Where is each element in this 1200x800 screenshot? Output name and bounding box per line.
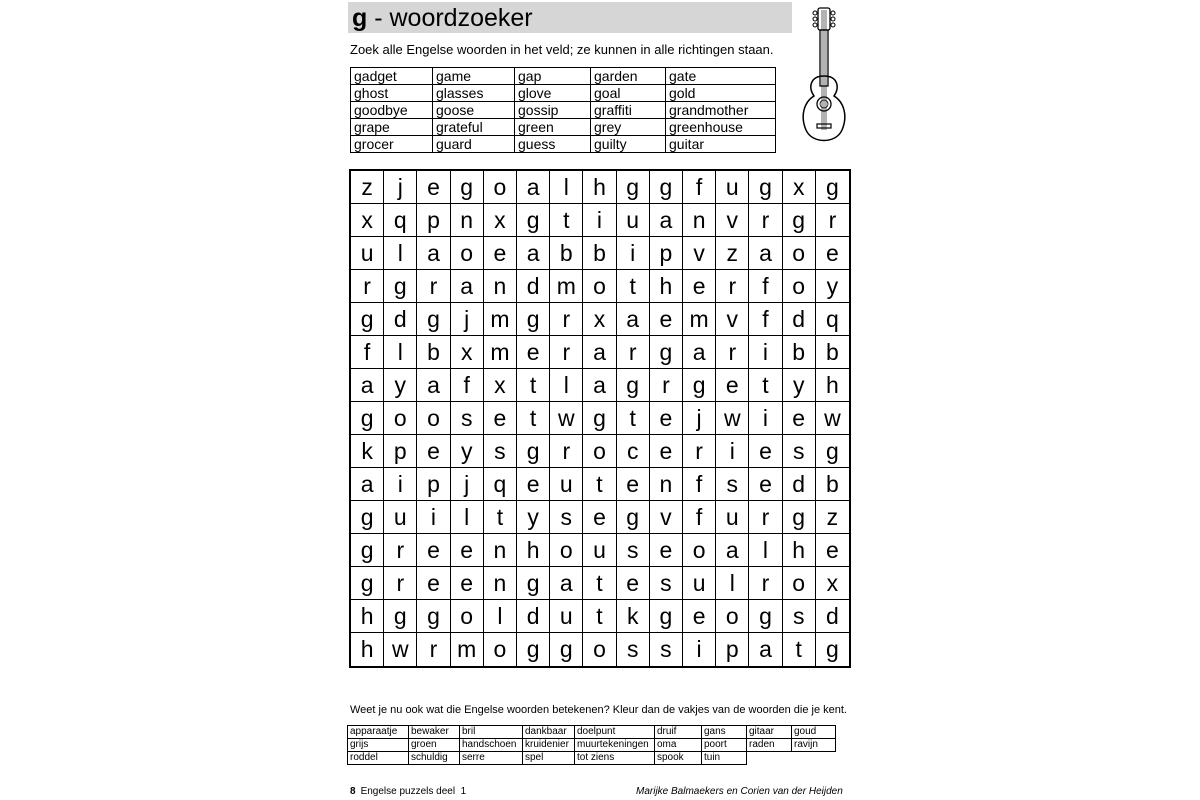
grid-cell[interactable]: o bbox=[550, 534, 583, 567]
meaning-cell: groen bbox=[409, 739, 460, 752]
grid-cell[interactable]: i bbox=[716, 435, 749, 468]
meaning-cell: spook bbox=[655, 752, 702, 765]
grid-cell[interactable]: o bbox=[451, 237, 484, 270]
meaning-cell: ravijn bbox=[792, 739, 836, 752]
grid-cell[interactable]: u bbox=[716, 501, 749, 534]
grid-cell[interactable]: z bbox=[716, 237, 749, 270]
word-list-cell: guess bbox=[515, 136, 591, 153]
grid-cell[interactable]: t bbox=[484, 501, 517, 534]
grid-cell[interactable]: y bbox=[816, 270, 849, 303]
grid-cell[interactable]: e bbox=[683, 270, 716, 303]
meaning-cell: apparaatje bbox=[348, 726, 409, 739]
grid-cell[interactable]: e bbox=[749, 468, 782, 501]
grid-cell[interactable]: t bbox=[583, 567, 616, 600]
grid-cell[interactable]: a bbox=[650, 204, 683, 237]
grid-cell[interactable]: r bbox=[384, 567, 417, 600]
grid-cell[interactable]: h bbox=[650, 270, 683, 303]
instructions: Zoek alle Engelse woorden in het veld; ze kunnen in alle richtingen staan. bbox=[350, 42, 774, 57]
grid-cell[interactable]: r bbox=[683, 435, 716, 468]
grid-cell[interactable]: g bbox=[451, 171, 484, 204]
grid-cell[interactable]: v bbox=[716, 204, 749, 237]
meaning-cell: druif bbox=[655, 726, 702, 739]
grid-cell[interactable]: g bbox=[517, 303, 550, 336]
grid-cell[interactable]: b bbox=[417, 336, 450, 369]
book-title: Engelse puzzels deel 1 bbox=[360, 786, 467, 797]
grid-cell[interactable]: e bbox=[451, 534, 484, 567]
grid-cell[interactable]: r bbox=[417, 633, 450, 666]
grid-cell[interactable]: f bbox=[683, 468, 716, 501]
grid-cell[interactable]: r bbox=[816, 204, 849, 237]
grid-cell[interactable]: e bbox=[617, 567, 650, 600]
grid-cell[interactable]: w bbox=[716, 402, 749, 435]
grid-cell[interactable]: x bbox=[451, 336, 484, 369]
grid-cell[interactable]: o bbox=[384, 402, 417, 435]
grid-cell[interactable]: o bbox=[583, 270, 616, 303]
grid-cell[interactable]: a bbox=[451, 270, 484, 303]
grid-cell[interactable]: r bbox=[749, 501, 782, 534]
grid-cell[interactable]: h bbox=[583, 171, 616, 204]
grid-cell[interactable]: e bbox=[484, 402, 517, 435]
grid-cell[interactable]: t bbox=[517, 369, 550, 402]
meaning-cell: spel bbox=[523, 752, 575, 765]
word-list-cell: greenhouse bbox=[666, 119, 776, 136]
grid-cell[interactable]: e bbox=[417, 435, 450, 468]
grid-cell[interactable]: g bbox=[351, 501, 384, 534]
grid-cell[interactable]: e bbox=[783, 402, 816, 435]
title-bar bbox=[348, 2, 792, 33]
title-letter: g bbox=[352, 4, 368, 32]
grid-cell[interactable]: d bbox=[517, 600, 550, 633]
guitar-icon bbox=[796, 4, 856, 150]
grid-cell[interactable]: r bbox=[351, 270, 384, 303]
meaning-cell: goud bbox=[792, 726, 836, 739]
grid-cell[interactable]: b bbox=[550, 237, 583, 270]
meaning-cell: kruidenier bbox=[523, 739, 575, 752]
grid-cell[interactable]: g bbox=[417, 303, 450, 336]
grid-cell[interactable]: g bbox=[617, 369, 650, 402]
word-list-cell: guitar bbox=[666, 136, 776, 153]
meaning-cell: bewaker bbox=[409, 726, 460, 739]
grid-cell[interactable]: r bbox=[550, 336, 583, 369]
grid-cell[interactable]: h bbox=[351, 600, 384, 633]
grid-cell[interactable]: u bbox=[683, 567, 716, 600]
word-list-cell: gap bbox=[515, 68, 591, 85]
grid-cell[interactable]: a bbox=[749, 633, 782, 666]
grid-cell[interactable]: i bbox=[583, 204, 616, 237]
grid-cell[interactable]: o bbox=[484, 171, 517, 204]
meanings-row bbox=[348, 739, 836, 752]
word-list-row bbox=[351, 85, 776, 102]
grid-cell[interactable]: b bbox=[583, 237, 616, 270]
grid-cell[interactable]: r bbox=[550, 303, 583, 336]
grid-cell[interactable]: e bbox=[716, 369, 749, 402]
grid-cell[interactable]: u bbox=[617, 204, 650, 237]
grid-cell[interactable]: h bbox=[816, 369, 849, 402]
grid-cell[interactable]: s bbox=[617, 633, 650, 666]
grid-cell[interactable]: x bbox=[583, 303, 616, 336]
word-list-cell: green bbox=[515, 119, 591, 136]
grid-cell[interactable]: r bbox=[384, 534, 417, 567]
grid-cell[interactable]: f bbox=[351, 336, 384, 369]
grid-cell[interactable]: a bbox=[583, 336, 616, 369]
grid-cell[interactable]: o bbox=[417, 402, 450, 435]
grid-cell[interactable]: h bbox=[351, 633, 384, 666]
grid-cell[interactable]: o bbox=[783, 237, 816, 270]
grid-cell[interactable]: j bbox=[384, 171, 417, 204]
grid-cell[interactable]: i bbox=[683, 633, 716, 666]
grid-cell[interactable]: z bbox=[816, 501, 849, 534]
word-list-cell: goal bbox=[591, 85, 666, 102]
grid-cell[interactable]: s bbox=[650, 633, 683, 666]
grid-cell[interactable]: b bbox=[816, 336, 849, 369]
grid-cell[interactable]: g bbox=[683, 369, 716, 402]
letter-grid bbox=[349, 169, 851, 668]
grid-cell[interactable]: q bbox=[384, 204, 417, 237]
grid-cell[interactable]: x bbox=[783, 171, 816, 204]
grid-cell[interactable]: x bbox=[351, 204, 384, 237]
meaning-cell: doelpunt bbox=[575, 726, 655, 739]
page-number: 8 bbox=[350, 786, 356, 797]
word-list-cell: grocer bbox=[351, 136, 433, 153]
empty-meaning-cell bbox=[792, 752, 836, 765]
grid-cell[interactable]: g bbox=[617, 501, 650, 534]
grid-cell[interactable]: e bbox=[583, 501, 616, 534]
meanings-table bbox=[347, 725, 836, 765]
grid-cell[interactable]: g bbox=[749, 171, 782, 204]
grid-cell[interactable]: s bbox=[783, 600, 816, 633]
word-list-row bbox=[351, 102, 776, 119]
grid-cell[interactable]: e bbox=[650, 534, 683, 567]
word-list-cell: guard bbox=[433, 136, 515, 153]
grid-cell[interactable]: i bbox=[617, 237, 650, 270]
grid-cell[interactable]: a bbox=[417, 369, 450, 402]
grid-cell[interactable]: i bbox=[384, 468, 417, 501]
meaning-cell: gans bbox=[702, 726, 747, 739]
grid-cell[interactable]: e bbox=[484, 237, 517, 270]
grid-cell[interactable]: n bbox=[683, 204, 716, 237]
grid-cell[interactable]: n bbox=[484, 567, 517, 600]
grid-cell[interactable]: g bbox=[650, 336, 683, 369]
meanings-row bbox=[348, 726, 836, 739]
meaning-cell: gitaar bbox=[747, 726, 792, 739]
grid-cell[interactable]: s bbox=[783, 435, 816, 468]
grid-cell[interactable]: h bbox=[783, 534, 816, 567]
grid-cell[interactable]: i bbox=[749, 336, 782, 369]
grid-cell[interactable]: p bbox=[417, 204, 450, 237]
grid-cell[interactable]: g bbox=[351, 567, 384, 600]
meaning-cell: tot ziens bbox=[575, 752, 655, 765]
word-list-cell: gossip bbox=[515, 102, 591, 119]
page-title bbox=[352, 3, 533, 33]
word-list-cell: graffiti bbox=[591, 102, 666, 119]
grid-cell[interactable]: a bbox=[517, 237, 550, 270]
grid-cell[interactable]: l bbox=[550, 171, 583, 204]
word-list-cell: gadget bbox=[351, 68, 433, 85]
grid-cell[interactable]: p bbox=[650, 237, 683, 270]
grid-cell[interactable]: k bbox=[351, 435, 384, 468]
word-list-cell: game bbox=[433, 68, 515, 85]
grid-cell[interactable]: h bbox=[517, 534, 550, 567]
grid-cell[interactable]: r bbox=[617, 336, 650, 369]
question-text: Weet je nu ook wat die Engelse woorden betekenen? Kleur dan de vakjes van de woorden die je kent. bbox=[350, 704, 847, 716]
meaning-cell: bril bbox=[460, 726, 523, 739]
grid-cell[interactable]: g bbox=[517, 567, 550, 600]
grid-cell[interactable]: g bbox=[749, 600, 782, 633]
grid-cell[interactable]: t bbox=[550, 204, 583, 237]
grid-cell[interactable]: e bbox=[683, 600, 716, 633]
grid-cell[interactable]: g bbox=[583, 402, 616, 435]
meaning-cell: dankbaar bbox=[523, 726, 575, 739]
grid-cell[interactable]: t bbox=[583, 600, 616, 633]
word-list-cell: grandmother bbox=[666, 102, 776, 119]
grid-cell[interactable]: w bbox=[384, 633, 417, 666]
grid-cell[interactable]: u bbox=[351, 237, 384, 270]
grid-cell[interactable]: e bbox=[650, 435, 683, 468]
grid-cell[interactable]: r bbox=[716, 336, 749, 369]
grid-cell[interactable]: j bbox=[683, 402, 716, 435]
meaning-cell: poort bbox=[702, 739, 747, 752]
grid-cell[interactable]: o bbox=[583, 435, 616, 468]
grid-cell[interactable]: o bbox=[783, 567, 816, 600]
grid-cell[interactable]: t bbox=[517, 402, 550, 435]
meaning-cell: muurtekeningen bbox=[575, 739, 655, 752]
grid-cell[interactable]: a bbox=[583, 369, 616, 402]
meaning-cell: serre bbox=[460, 752, 523, 765]
grid-cell[interactable]: g bbox=[351, 402, 384, 435]
grid-cell[interactable]: d bbox=[517, 270, 550, 303]
meanings-row bbox=[348, 752, 836, 765]
grid-cell[interactable]: r bbox=[417, 270, 450, 303]
title-rest: - woordzoeker bbox=[367, 4, 533, 32]
grid-cell[interactable]: s bbox=[617, 534, 650, 567]
grid-cell[interactable]: g bbox=[351, 534, 384, 567]
grid-cell[interactable]: g bbox=[826, 636, 839, 662]
word-list-row bbox=[351, 119, 776, 136]
grid-cell[interactable]: p bbox=[417, 468, 450, 501]
grid-cell[interactable]: u bbox=[384, 501, 417, 534]
grid-cell[interactable]: s bbox=[650, 567, 683, 600]
grid-cell[interactable]: a bbox=[517, 171, 550, 204]
grid-cell[interactable]: r bbox=[716, 270, 749, 303]
word-list-table bbox=[350, 67, 776, 153]
grid-cell[interactable]: x bbox=[816, 567, 849, 600]
grid-cell[interactable]: t bbox=[583, 468, 616, 501]
meaning-cell: roddel bbox=[348, 752, 409, 765]
grid-cell[interactable]: n bbox=[451, 204, 484, 237]
word-list-cell: goose bbox=[433, 102, 515, 119]
grid-cell[interactable]: m bbox=[451, 633, 484, 666]
grid-cell[interactable]: f bbox=[749, 270, 782, 303]
grid-cell[interactable]: u bbox=[550, 600, 583, 633]
word-list-cell: glove bbox=[515, 85, 591, 102]
empty-meaning-cell bbox=[747, 752, 792, 765]
grid-cell[interactable]: e bbox=[749, 435, 782, 468]
grid-cell[interactable]: t bbox=[749, 369, 782, 402]
grid-cell[interactable]: g bbox=[783, 204, 816, 237]
grid-cell[interactable]: v bbox=[716, 303, 749, 336]
grid-cell[interactable]: d bbox=[783, 468, 816, 501]
word-list-cell: ghost bbox=[351, 85, 433, 102]
grid-cell[interactable]: e bbox=[650, 402, 683, 435]
word-list-cell: grape bbox=[351, 119, 433, 136]
grid-cell[interactable]: k bbox=[617, 600, 650, 633]
grid-cell[interactable]: y bbox=[517, 501, 550, 534]
grid-cell[interactable]: l bbox=[716, 567, 749, 600]
grid-cell[interactable]: n bbox=[484, 534, 517, 567]
grid-cell[interactable]: a bbox=[351, 468, 384, 501]
grid-cell[interactable]: e bbox=[617, 468, 650, 501]
grid-cell[interactable]: d bbox=[783, 303, 816, 336]
grid-cell[interactable]: g bbox=[351, 303, 384, 336]
grid-cell[interactable]: e bbox=[650, 303, 683, 336]
grid-cell[interactable]: d bbox=[384, 303, 417, 336]
word-list-row bbox=[351, 68, 776, 85]
grid-cell[interactable]: l bbox=[451, 501, 484, 534]
grid-cell[interactable]: p bbox=[716, 633, 749, 666]
grid-cell[interactable]: m bbox=[484, 336, 517, 369]
word-list-cell: guilty bbox=[591, 136, 666, 153]
grid-cell[interactable]: s bbox=[550, 501, 583, 534]
grid-cell[interactable]: e bbox=[451, 567, 484, 600]
meaning-cell: schuldig bbox=[409, 752, 460, 765]
grid-cell[interactable]: x bbox=[484, 369, 517, 402]
grid-cell[interactable]: o bbox=[451, 600, 484, 633]
grid-cell[interactable]: a bbox=[716, 534, 749, 567]
word-list-cell: grateful bbox=[433, 119, 515, 136]
grid-cell[interactable]: g bbox=[417, 600, 450, 633]
grid-cell[interactable]: s bbox=[716, 468, 749, 501]
word-list-cell: goodbye bbox=[351, 102, 433, 119]
grid-cell[interactable]: e bbox=[417, 567, 450, 600]
word-list-cell: gate bbox=[666, 68, 776, 85]
grid-cell[interactable]: b bbox=[816, 468, 849, 501]
grid-cell[interactable]: o bbox=[583, 633, 616, 666]
grid-cell[interactable]: a bbox=[683, 336, 716, 369]
meaning-cell: tuin bbox=[702, 752, 747, 765]
word-list-row bbox=[351, 136, 776, 153]
grid-cell[interactable]: l bbox=[384, 336, 417, 369]
grid-cell[interactable]: b bbox=[783, 336, 816, 369]
grid-cell[interactable]: g bbox=[550, 633, 583, 666]
grid-cell[interactable]: v bbox=[650, 501, 683, 534]
meaning-cell: handschoen bbox=[460, 739, 523, 752]
grid-cell[interactable]: o bbox=[783, 270, 816, 303]
grid-cell[interactable]: g bbox=[650, 600, 683, 633]
grid-cell[interactable]: f bbox=[451, 369, 484, 402]
grid-cell[interactable]: m bbox=[484, 303, 517, 336]
meaning-cell: oma bbox=[655, 739, 702, 752]
grid-cell[interactable]: q bbox=[484, 468, 517, 501]
grid-cell[interactable]: a bbox=[550, 567, 583, 600]
grid-cell[interactable]: u bbox=[716, 171, 749, 204]
grid-cell[interactable]: g bbox=[816, 435, 849, 468]
meaning-cell: raden bbox=[747, 739, 792, 752]
grid-cell[interactable]: g bbox=[816, 171, 849, 204]
grid-cell[interactable]: r bbox=[749, 567, 782, 600]
grid-cell[interactable]: l bbox=[550, 369, 583, 402]
grid-cell[interactable]: a bbox=[617, 303, 650, 336]
grid-cell[interactable]: l bbox=[749, 534, 782, 567]
grid-cell[interactable]: i bbox=[417, 501, 450, 534]
word-list-cell: gold bbox=[666, 85, 776, 102]
grid-cell[interactable]: z bbox=[351, 171, 384, 204]
footer-authors: Marijke Balmaekers en Corien van der Heijden bbox=[636, 786, 843, 797]
word-list-cell: grey bbox=[591, 119, 666, 136]
grid-cell[interactable]: y bbox=[384, 369, 417, 402]
grid-cell[interactable]: e bbox=[816, 534, 849, 567]
grid-cell[interactable]: s bbox=[484, 435, 517, 468]
grid-cell[interactable]: a bbox=[749, 237, 782, 270]
grid-cell[interactable]: f bbox=[749, 303, 782, 336]
grid-cell[interactable]: o bbox=[716, 600, 749, 633]
grid-cell[interactable]: e bbox=[417, 171, 450, 204]
grid-cell[interactable]: u bbox=[583, 534, 616, 567]
grid-cell[interactable]: g bbox=[517, 633, 550, 666]
grid-cell[interactable]: t bbox=[617, 270, 650, 303]
grid-cell[interactable]: u bbox=[550, 468, 583, 501]
grid-cell[interactable]: y bbox=[451, 435, 484, 468]
word-list-cell: glasses bbox=[433, 85, 515, 102]
grid-cell[interactable]: t bbox=[617, 402, 650, 435]
grid-cell[interactable]: s bbox=[451, 402, 484, 435]
grid-cell[interactable]: i bbox=[749, 402, 782, 435]
grid-cell[interactable]: m bbox=[550, 270, 583, 303]
grid-cell[interactable]: c bbox=[617, 435, 650, 468]
grid-cell[interactable]: x bbox=[484, 204, 517, 237]
grid-cell[interactable]: l bbox=[384, 237, 417, 270]
grid-cell[interactable]: v bbox=[683, 237, 716, 270]
grid-cell[interactable]: g bbox=[517, 204, 550, 237]
footer-left bbox=[350, 786, 466, 798]
grid-cell[interactable]: q bbox=[816, 303, 849, 336]
grid-cell[interactable]: n bbox=[650, 468, 683, 501]
grid-cell[interactable]: r bbox=[550, 435, 583, 468]
grid-cell[interactable]: g bbox=[384, 600, 417, 633]
grid-cell[interactable]: j bbox=[451, 468, 484, 501]
grid-cell[interactable]: f bbox=[683, 171, 716, 204]
grid-cell[interactable]: g bbox=[783, 501, 816, 534]
grid-cell[interactable]: t bbox=[783, 633, 816, 666]
grid-cell[interactable]: p bbox=[384, 435, 417, 468]
grid-cell[interactable]: m bbox=[683, 303, 716, 336]
grid-cell[interactable]: r bbox=[749, 204, 782, 237]
grid-cell[interactable]: e bbox=[417, 534, 450, 567]
grid-cell[interactable]: w bbox=[816, 402, 849, 435]
grid-cell[interactable]: r bbox=[650, 369, 683, 402]
grid-cell[interactable]: f bbox=[683, 501, 716, 534]
grid-cell[interactable]: w bbox=[550, 402, 583, 435]
grid-cell[interactable]: e bbox=[517, 336, 550, 369]
grid-cell[interactable]: a bbox=[417, 237, 450, 270]
grid-cell[interactable]: g bbox=[650, 171, 683, 204]
grid-cell[interactable]: y bbox=[783, 369, 816, 402]
grid-cell[interactable]: a bbox=[351, 369, 384, 402]
grid-cell[interactable]: g bbox=[384, 270, 417, 303]
grid-cell[interactable]: g bbox=[517, 435, 550, 468]
grid-cell[interactable]: e bbox=[517, 468, 550, 501]
meaning-cell: grijs bbox=[348, 739, 409, 752]
grid-cell[interactable]: e bbox=[816, 237, 849, 270]
word-list-cell: garden bbox=[591, 68, 666, 85]
grid-cell[interactable]: o bbox=[484, 633, 517, 666]
grid-cell[interactable]: j bbox=[451, 303, 484, 336]
grid-cell[interactable]: l bbox=[484, 600, 517, 633]
grid-cell[interactable]: n bbox=[484, 270, 517, 303]
grid-cell[interactable]: g bbox=[617, 171, 650, 204]
grid-cell[interactable]: o bbox=[683, 534, 716, 567]
grid-cell[interactable]: d bbox=[816, 600, 849, 633]
